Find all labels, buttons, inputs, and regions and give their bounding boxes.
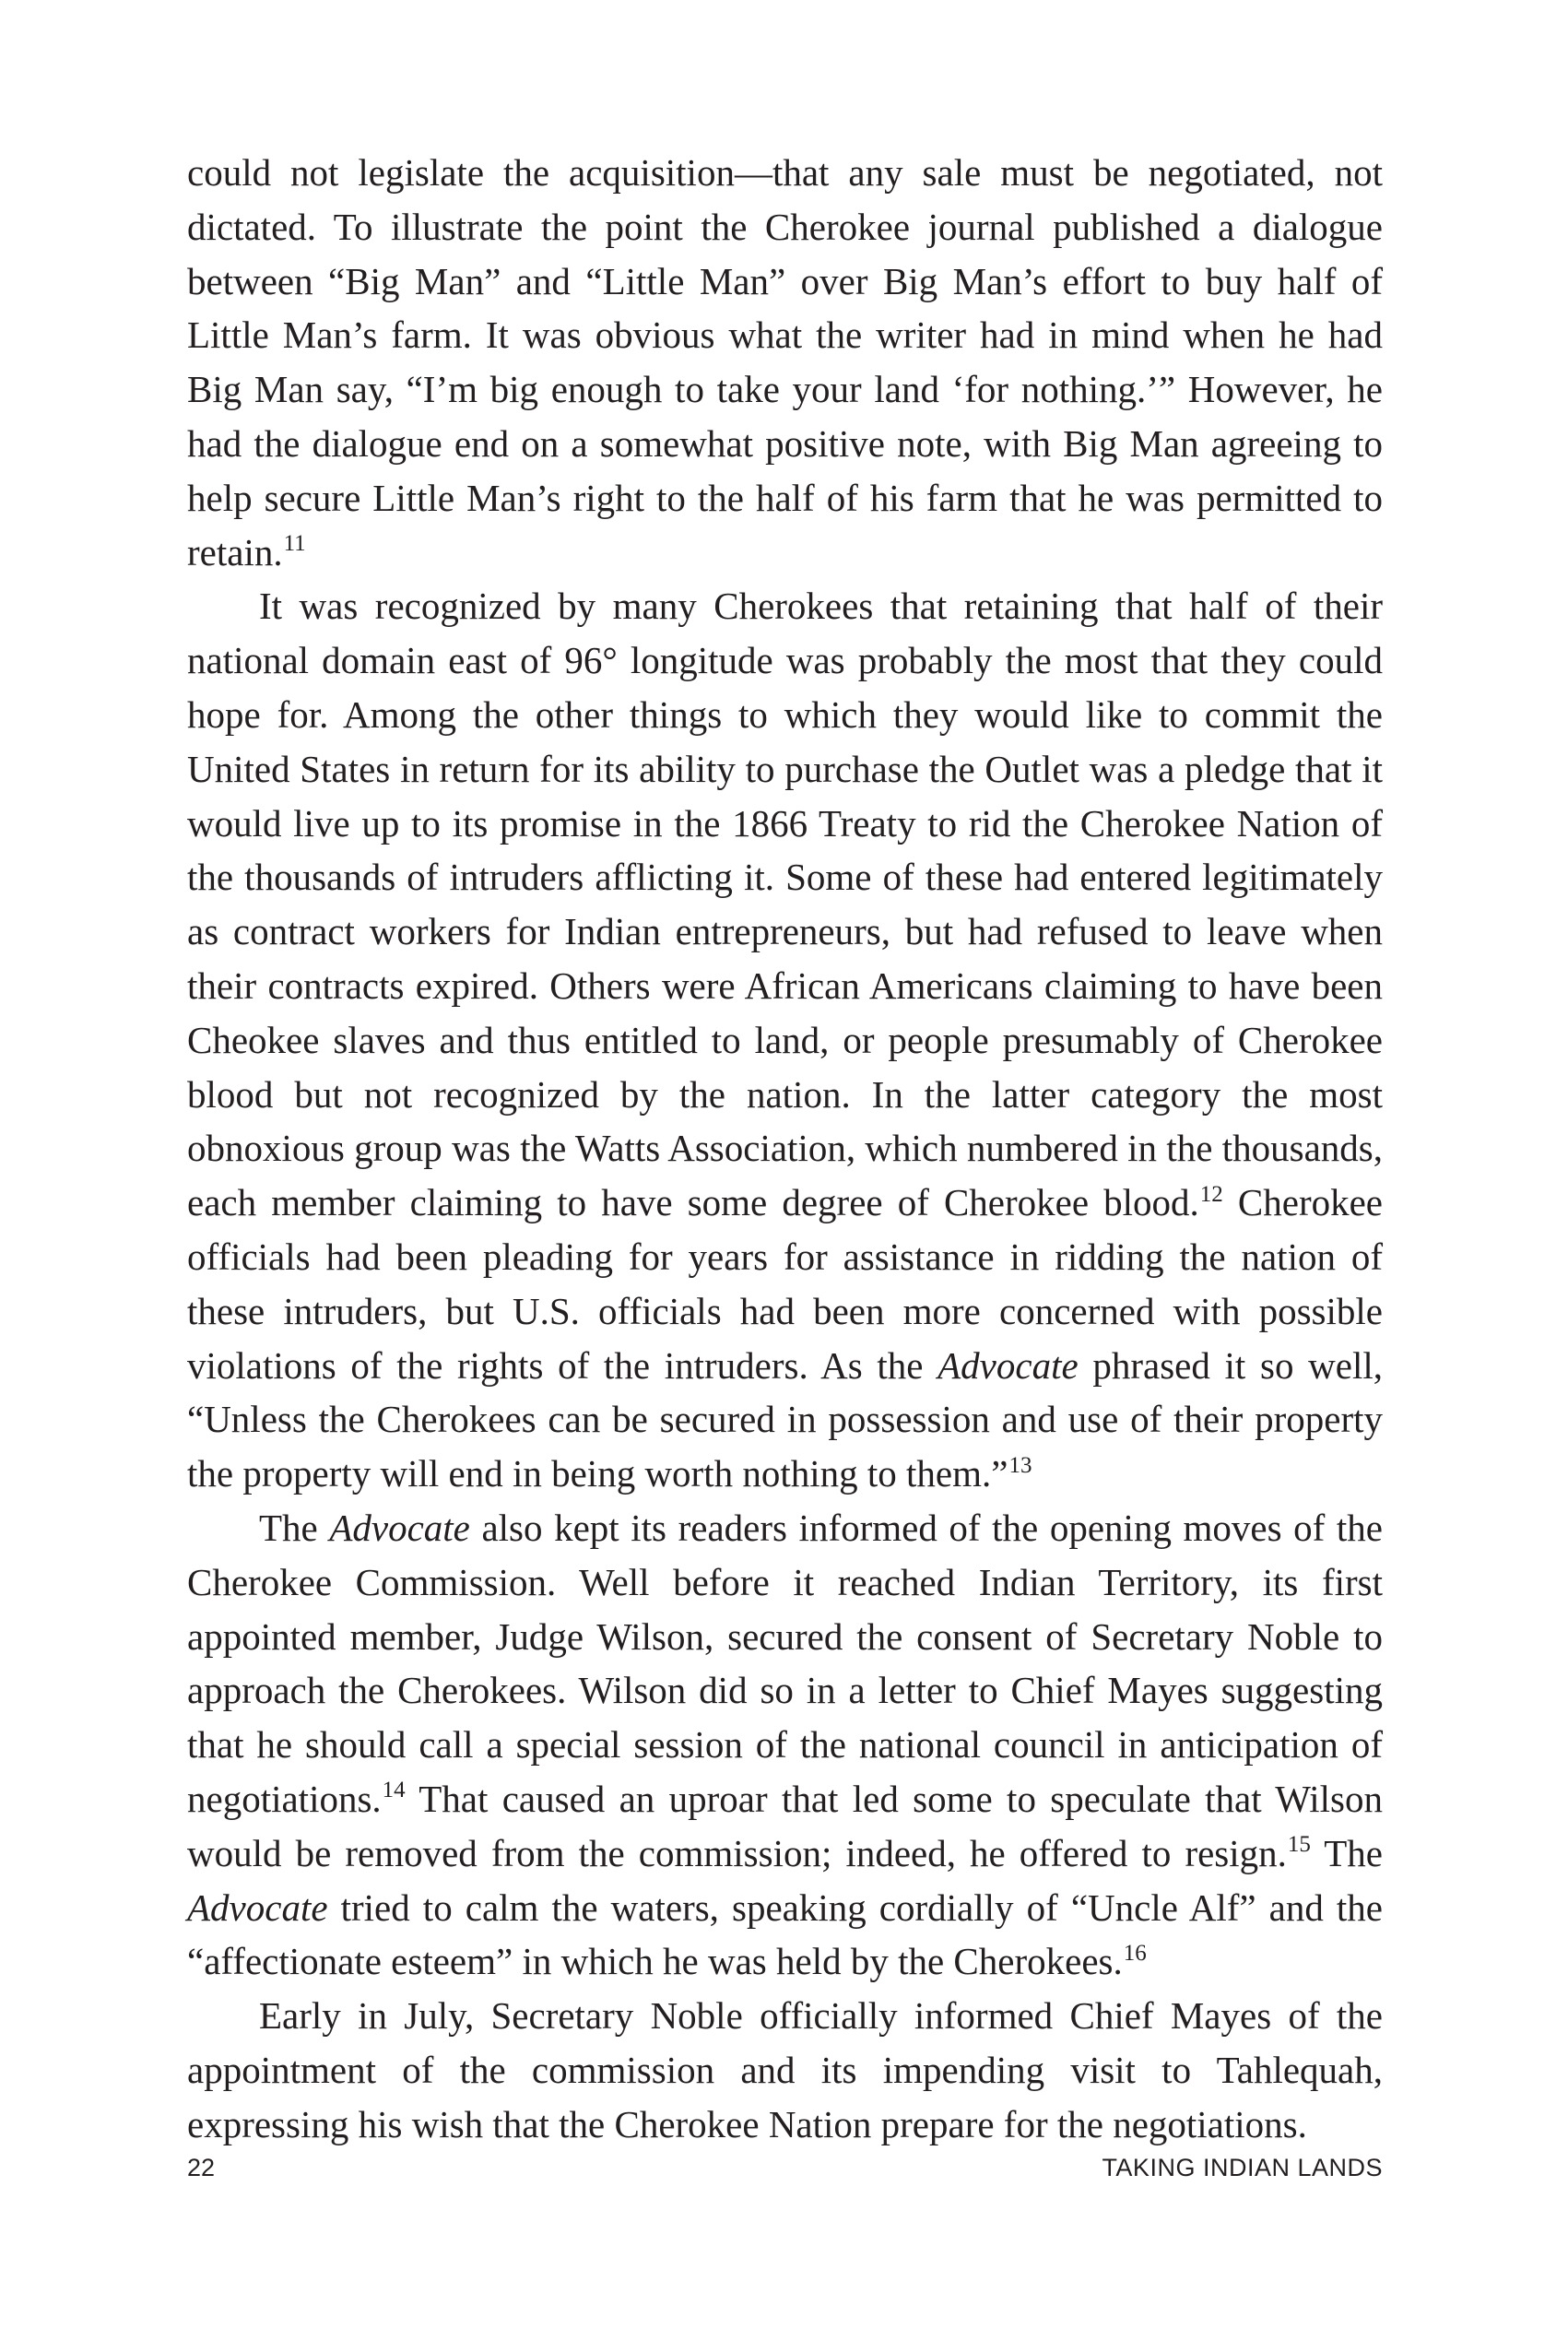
paragraph: Early in July, Secretary Noble officially informed Chief Mayes of the appointment of the commission and its impending visit to Tahlequah, expressing his wish that the Cherokee Nation prepare for the negotiations. bbox=[187, 1994, 1383, 2145]
paragraph: The Advocate also kept its readers informed of the opening moves of the Cherokee Commission. Well before it reached Indian Territory, its first appointed member, Judge Wilson, secured the consent of Secretary Noble to approach the Cherokees. Wilson did so in a letter to Chief Mayes suggesting that he should call a special session of the national council in anticipation of negotiations.$^{14}$ That caused an uproar that led some to speculate that Wilson would be removed from the commission; indeed, he offered to resign.$^{15}$ The Advocate tried to calm the waters, speaking cordially of “Uncle Alf” and the “affectionate esteem” in which he was held by the Cherokees.$^{16}$ bbox=[187, 1506, 1383, 1983]
body-text bbox=[187, 146, 1383, 2151]
publication-title: Advocate bbox=[937, 1343, 1079, 1387]
footnote-ref[interactable]: 16 bbox=[1123, 1940, 1147, 1966]
footnote-ref[interactable]: 15 bbox=[1287, 1832, 1311, 1858]
publication-title: Advocate bbox=[187, 1885, 328, 1929]
footnote-ref[interactable]: 14 bbox=[382, 1778, 406, 1803]
paragraph: could not legislate the acquisition—that any sale must be negotiated, not dictated. To illustrate the point the Cherokee journal published a dialogue between “Big Man” and “Little Man” over Big Man’s effort to buy half of Little Man’s farm. It was obvious what the writer had in mind when he had Big Man say, “I’m big enough to take your land ‘for nothing.’” However, he had the dialogue end on a somewhat positive note, with Big Man agreeing to help secure Little Man’s right to the half of his farm that he was permitted to retain.$^{11}$ bbox=[187, 151, 1383, 573]
page-footer bbox=[187, 2149, 1383, 2186]
paragraph: It was recognized by many Cherokees that retaining that half of their national domain east of 96° longitude was probably the most that they could hope for. Among the other things to which they would like to commit the United States in return for its ability to purchase the Outlet was a pledge that it would live up to its promise in the 1866 Treaty to rid the Cherokee Nation of the thousands of intruders afflicting it. Some of these had entered legitimately as contract workers for Indian entrepreneurs, but had refused to leave when their contracts expired. Others were African Americans claiming to have been Cheokee slaves and thus entitled to land, or people presumably of Cherokee blood but not recognized by the nation. In the latter category the most obnoxious group was the Watts Association, which numbered in the thousands, each member claiming to have some degree of Cherokee blood.$^{12}$ Cherokee officials had been pleading for years for assistance in ridding the nation of these intruders, but U.S. officials had been more concerned with possible violations of the rights of the intruders. As the Advocate phrased it so well, “Unless the Cherokees can be secured in possession and use of their property the property will end in being worth nothing to them.”$^{13}$ bbox=[187, 585, 1383, 1495]
footnote-ref[interactable]: 12 bbox=[1199, 1181, 1223, 1207]
publication-title: Advocate bbox=[329, 1506, 470, 1549]
page-number: 22 bbox=[187, 2154, 216, 2181]
footnote-ref[interactable]: 11 bbox=[283, 531, 306, 557]
footnote-ref[interactable]: 13 bbox=[1008, 1452, 1032, 1478]
running-head: TAKING INDIAN LANDS bbox=[1102, 2154, 1383, 2181]
